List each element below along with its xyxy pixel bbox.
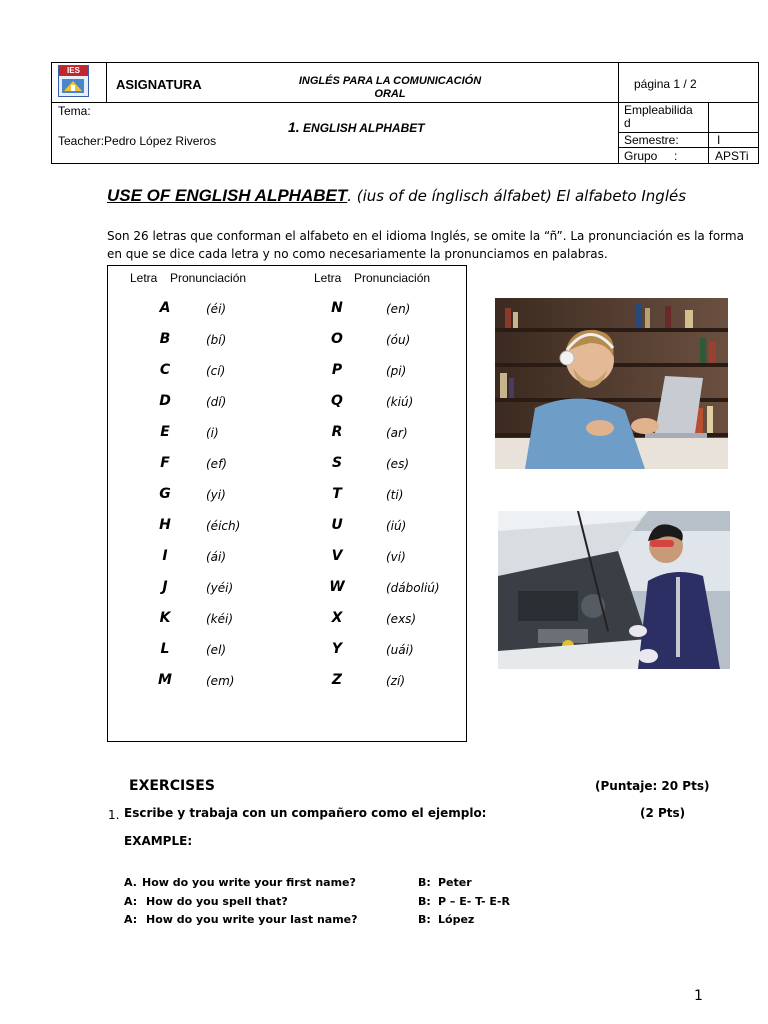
logo-emblem-icon [59, 76, 88, 96]
alphabet-letter: W [329, 579, 345, 595]
alphabet-pronunciation: (yi) [206, 488, 226, 502]
intro-line1: Son 26 letras que conforman el alfabeto en el idioma Inglés, se omite la “ñ”. La pronunciación es la forma [107, 229, 744, 243]
dialogue-answer: P – E- T- E-R [438, 895, 510, 908]
alphabet-pronunciation: (cí) [206, 364, 226, 378]
page-indicator: página 1 / 2 [634, 77, 697, 91]
left-pron-header: Pronunciación [170, 271, 247, 285]
alphabet-letter: A [159, 300, 171, 316]
dialogue-question: How do you write your first name? [142, 876, 356, 889]
school-logo [58, 65, 89, 97]
alphabet-pronunciation: (iú) [386, 519, 407, 533]
teacher-name: Teacher:Pedro López Riveros [58, 134, 217, 148]
alphabet-pronunciation: (i) [206, 426, 219, 440]
lesson-title-text: ENGLISH ALPHABET [303, 121, 425, 135]
asignatura-label: ASIGNATURA [116, 77, 202, 92]
alphabet-letter: K [159, 610, 171, 626]
alphabet-letter: T [332, 486, 342, 502]
dialogue-answer: Peter [438, 876, 472, 889]
grupo-value: APSTi [715, 149, 749, 163]
exercises-heading: EXERCISES [129, 778, 215, 794]
alphabet-pronunciation: (exs) [386, 612, 417, 626]
alphabet-pronunciation: (pi) [386, 364, 407, 378]
alphabet-letter: L [160, 641, 170, 657]
page-title-rest: . (ius of de ínglisch álfabet) El alfabeto Inglés [347, 187, 687, 205]
course-name [280, 75, 500, 101]
alphabet-pronunciation: (dí) [206, 395, 227, 409]
right-pron-header: Pronunciación [354, 271, 431, 285]
alphabet-letter: I [162, 548, 168, 564]
alphabet-pronunciation: (yéi) [206, 581, 234, 595]
intro-paragraph [107, 227, 744, 263]
alphabet-pronunciation: (en) [386, 302, 411, 316]
alphabet-pronunciation: (uái) [386, 643, 414, 657]
alphabet-letter: O [331, 331, 343, 347]
alphabet-letter: M [158, 672, 172, 688]
semestre-value: I [717, 133, 721, 147]
alphabet-pronunciation: (vi) [386, 550, 406, 564]
alphabet-pronunciation: (em) [206, 674, 235, 688]
tema-label: Tema: [58, 104, 91, 118]
alphabet-pronunciation: (éich) [206, 519, 241, 533]
alphabet-letter: R [331, 424, 343, 440]
page-number: 1 [694, 988, 703, 1004]
alphabet-pronunciation: (zí) [386, 674, 405, 688]
alphabet-pronunciation: (kéi) [206, 612, 234, 626]
alphabet-letter: Z [331, 672, 343, 688]
dialogue-question-prefix: A: [124, 895, 138, 908]
alphabet-letter: P [331, 362, 343, 378]
empleabilidad-line1: Empleabilida [624, 103, 693, 117]
alphabet-letter: Y [331, 641, 343, 657]
empleabilidad-label [624, 104, 693, 130]
example-label: EXAMPLE: [124, 834, 193, 848]
alphabet-letter: V [331, 548, 343, 564]
semestre-label: Semestre: [624, 133, 679, 147]
alphabet-pronunciation: (kiú) [386, 395, 414, 409]
alphabet-letter: D [159, 393, 171, 409]
dialogue-answer-prefix: B: [418, 913, 431, 926]
dialogue-answer-prefix: B: [418, 876, 431, 889]
alphabet-pronunciation: (el) [206, 643, 227, 657]
page-title [107, 186, 686, 206]
mechanic-illustration [498, 511, 730, 669]
alphabet-pronunciation: (bí) [206, 333, 227, 347]
left-letra-header: Letra [130, 271, 158, 285]
alphabet-letter: G [159, 486, 171, 502]
exercise-item-points: (2 Pts) [640, 806, 686, 820]
dialogue-answer-prefix: B: [418, 895, 431, 908]
alphabet-letter: F [160, 455, 170, 471]
alphabet-letter: Q [331, 393, 343, 409]
photo-mechanic [498, 511, 730, 669]
dialogue-question: How do you spell that? [146, 895, 288, 908]
alphabet-pronunciation: (ti) [386, 488, 404, 502]
dialogue-answer: López [438, 913, 475, 926]
alphabet-letter: E [160, 424, 170, 440]
alphabet-pronunciation: (es) [386, 457, 409, 471]
exercise-item-text: Escribe y trabaja con un compañero como el ejemplo: [124, 806, 487, 820]
alphabet-letter: X [331, 610, 343, 626]
logo-text: IES [59, 66, 88, 76]
dialogue-question: How do you write your last name? [146, 913, 358, 926]
exercises-score: (Puntaje: 20 Pts) [595, 779, 710, 793]
dialogue-question-prefix: A. [124, 876, 137, 889]
page-title-main: USE OF ENGLISH ALPHABET [107, 186, 348, 205]
alphabet-pronunciation: (ái) [206, 550, 227, 564]
alphabet-letter: J [162, 579, 168, 595]
lesson-title [288, 119, 425, 135]
alphabet-letter: U [331, 517, 343, 533]
intro-line2: en que se dice cada letra y no como necesariamente la pronunciamos en palabras. [107, 247, 608, 261]
course-name-line1: INGLÉS PARA LA COMUNICACIÓN [298, 75, 482, 87]
alphabet-letter: H [159, 517, 171, 533]
dialogue-question-prefix: A: [124, 913, 138, 926]
alphabet-letter: B [159, 331, 171, 347]
alphabet-letter: S [331, 455, 343, 471]
exercise-item-number: 1. [108, 808, 120, 822]
photo-man-headphones [495, 298, 728, 469]
course-name-line2: ORAL [374, 88, 406, 100]
lesson-number: 1. [288, 119, 300, 135]
empleabilidad-line2: d [624, 116, 631, 130]
alphabet-pronunciation: (ar) [386, 426, 408, 440]
headphones-man-illustration [495, 298, 728, 469]
alphabet-pronunciation: (óu) [386, 333, 411, 347]
alphabet-pronunciation: (ef) [206, 457, 227, 471]
grupo-label: Grupo : [624, 149, 678, 163]
alphabet-pronunciation: (dáboliú) [386, 581, 440, 595]
alphabet-letter: N [331, 300, 343, 316]
alphabet-pronunciation: (éi) [206, 302, 227, 316]
right-letra-header: Letra [314, 271, 342, 285]
alphabet-letter: C [159, 362, 171, 378]
